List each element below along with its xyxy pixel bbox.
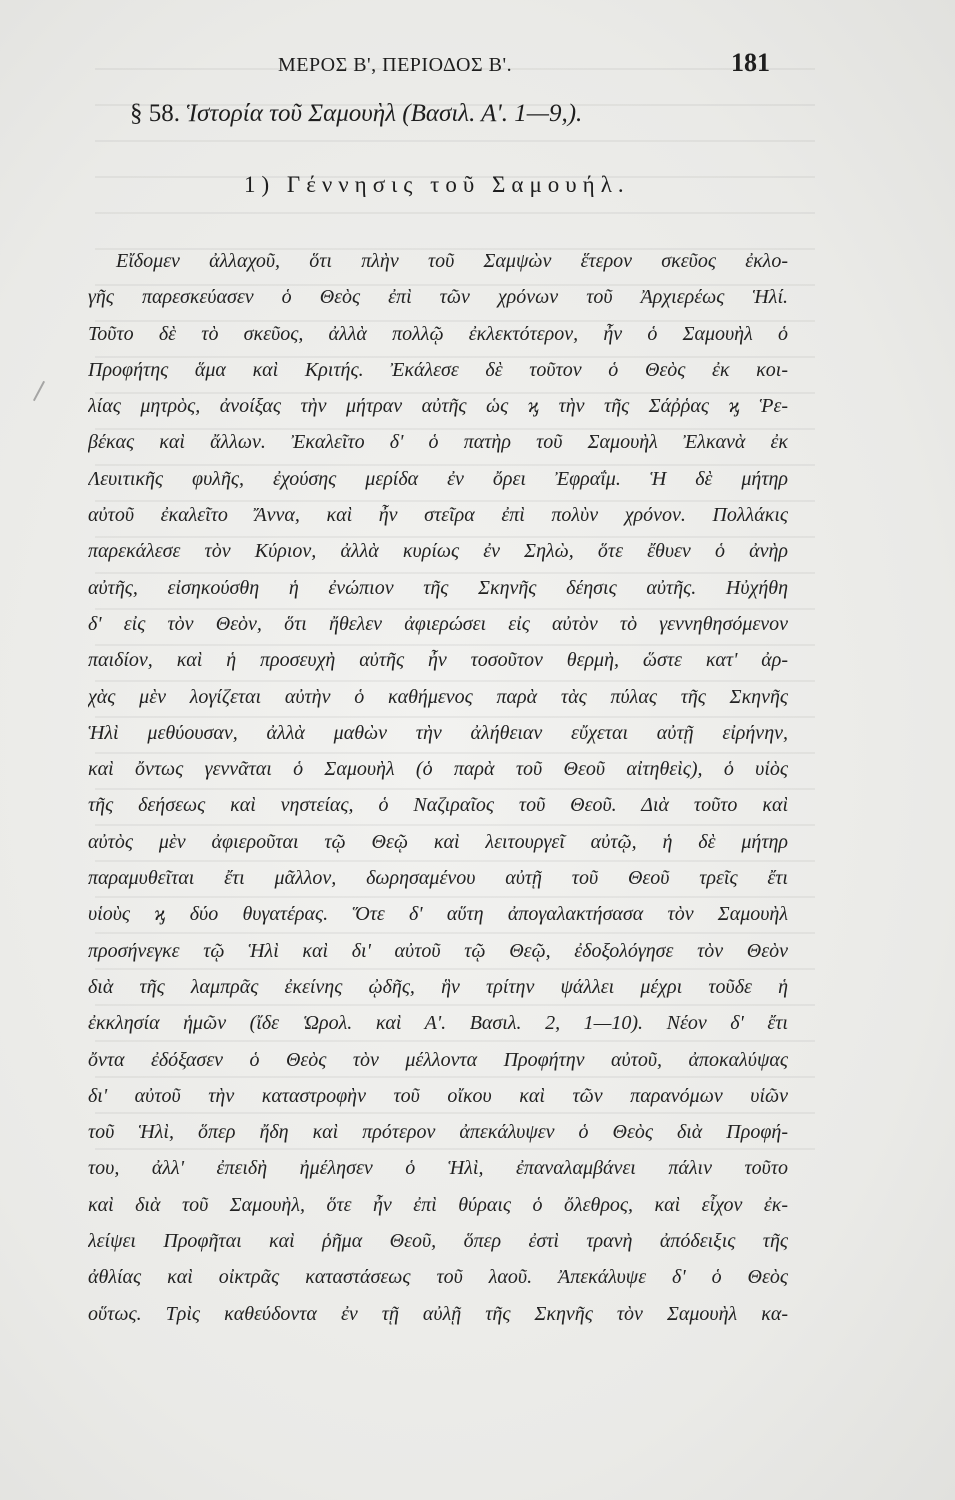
text-line: τοῦ Ἡλὶ, ὅπερ ἤδη καὶ πρότερον ἀπεκάλυψεν ὁ Θεὸς διὰ Προφή- (88, 1121, 788, 1144)
text-line: καὶ διὰ τοῦ Σαμουὴλ, ὅτε ἦν ἐπὶ θύραις ὁ ὄλεθρος, καὶ εἶχον ἐκ- (88, 1193, 788, 1216)
text-line: χὰς μὲν λογίζεται αὐτὴν ὁ καθήμενος παρὰ τὰς πύλας τῆς Σκηνῆς (88, 685, 788, 708)
text-line: παιδίον, καὶ ἡ προσευχὴ αὐτῆς ἦν τοσοῦτον θερμὴ, ὥστε κατ' ἀρ- (88, 649, 788, 672)
section-title (130, 100, 582, 128)
text-line: προσήνεγκε τῷ Ἡλὶ καὶ δι' αὐτοῦ τῷ Θεῷ, ἐδοξολόγησε τὸν Θεὸν (88, 939, 788, 962)
text-line: υἱοὺς ϗ δύο θυγατέρας. Ὅτε δ' αὕτη ἀπογαλακτήσασα τὸν Σαμουὴλ (88, 903, 788, 926)
section-number: § 58. (130, 100, 180, 127)
subheading: 1) Γέννησις τοῦ Σαμουήλ. (244, 172, 630, 197)
text-line: οὕτως. Τρὶς καθεύδοντα ἐν τῇ αὐλῇ τῆς Σκηνῆς τὸν Σαμουὴλ κα- (88, 1302, 788, 1325)
margin-pencil-mark (33, 381, 45, 401)
text-line: καὶ ὄντως γεννᾶται ὁ Σαμουὴλ (ὁ παρὰ τοῦ Θεοῦ αἰτηθεὶς), ὁ υἱὸς (88, 758, 788, 781)
body-paragraph (88, 243, 788, 1332)
text-line: δ' εἰς τὸν Θεὸν, ὅτι ἤθελεν ἀφιερώσει εἰς αὐτὸν τὸ γεννηθησόμενον (88, 612, 788, 635)
running-head: ΜΕΡΟΣ Β', ΠΕΡΙΟΔΟΣ Β'. (278, 54, 513, 76)
text-line: λίας μητρὸς, ἀνοίξας τὴν μήτραν αὐτῆς ὡς ϗ τὴν τῆς Σάῤῥας ϗ Ῥε- (88, 395, 788, 418)
page-number: 181 (731, 48, 770, 77)
section-reference: (Βασιλ. Α'. 1—9,). (402, 100, 583, 127)
text-line: αὐτὸς μὲν ἀφιεροῦται τῷ Θεῷ καὶ λειτουργεῖ αὐτῷ, ἡ δὲ μήτηρ (88, 830, 788, 853)
text-line: ὄντα ἐδόξασεν ὁ Θεὸς τὸν μέλλοντα Προφήτην αὐτοῦ, ἀποκαλύψας (88, 1048, 788, 1071)
text-line: Εἴδομεν ἀλλαχοῦ, ὅτι πλὴν τοῦ Σαμψὼν ἕτερον σκεῦος ἐκλο- (116, 250, 788, 272)
section-title-text: Ἱστορία τοῦ Σαμουὴλ (186, 100, 397, 127)
text-line: ἐκκλησία ἡμῶν (ἴδε Ὡρολ. καὶ Α'. Βασιλ. 2, 1—10). Νέον δ' ἔτι (88, 1012, 788, 1035)
text-line: παραμυθεῖται ἔτι μᾶλλον, δωρησαμένου αὐτῇ τοῦ Θεοῦ τρεῖς ἔτι (88, 867, 788, 890)
text-line: τῆς δεήσεως καὶ νηστείας, ὁ Ναζιραῖος τοῦ Θεοῦ. Διὰ τοῦτο καὶ (88, 794, 788, 817)
text-line: Ἡλὶ μεθύουσαν, ἀλλὰ μαθὼν τὴν ἀλήθειαν εὔχεται αὐτῇ εἰρήνην, (88, 721, 788, 744)
text-line: ἀθλίας καὶ οἰκτρᾶς καταστάσεως τοῦ λαοῦ. Ἀπεκάλυψε δ' ὁ Θεὸς (88, 1266, 788, 1289)
text-line: δι' αὐτοῦ τὴν καταστροφὴν τοῦ οἴκου καὶ τῶν παρανόμων υἱῶν (88, 1084, 788, 1107)
text-line: παρεκάλεσε τὸν Κύριον, ἀλλὰ κυρίως ἐν Σηλὼ, ὅτε ἔθυεν ὁ ἀνὴρ (88, 540, 788, 563)
text-line: αὐτῆς, εἰσηκούσθη ἡ ἐνώπιον τῆς Σκηνῆς δέησις αὐτῆς. Ηὐχήθη (88, 576, 788, 599)
page-header (88, 48, 770, 88)
text-line: βέκας καὶ ἄλλων. Ἐκαλεῖτο δ' ὁ πατὴρ τοῦ Σαμουὴλ Ἐλκανὰ ἐκ (88, 431, 788, 454)
text-line: γῆς παρεσκεύασεν ὁ Θεὸς ἐπὶ τῶν χρόνων τοῦ Ἀρχιερέως Ἡλί. (88, 286, 788, 309)
text-line: αὐτοῦ ἐκαλεῖτο Ἄννα, καὶ ἦν στεῖρα ἐπὶ πολὺν χρόνον. Πολλάκις (88, 504, 788, 527)
text-line: του, ἀλλ' ἐπειδὴ ἠμέλησεν ὁ Ἡλὶ, ἐπαναλαμβάνει πάλιν τοῦτο (88, 1157, 788, 1180)
text-line: Προφήτης ἅμα καὶ Κριτής. Ἐκάλεσε δὲ τοῦτον ὁ Θεὸς ἐκ κοι- (88, 358, 788, 381)
text-line: Λευιτικῆς φυλῆς, ἐχούσης μερίδα ἐν ὄρει Ἐφραΐμ. Ἡ δὲ μήτηρ (88, 467, 788, 490)
text-line: λείψει Προφῆται καὶ ῥῆμα Θεοῦ, ὅπερ ἐστὶ τρανὴ ἀπόδειξις τῆς (88, 1230, 788, 1253)
text-line: Τοῦτο δὲ τὸ σκεῦος, ἀλλὰ πολλῷ ἐκλεκτότερον, ἦν ὁ Σαμουὴλ ὁ (88, 322, 788, 345)
text-line: διὰ τῆς λαμπρᾶς ἐκείνης ᾠδῆς, ἣν τρίτην ψάλλει μέχρι τοῦδε ἡ (88, 975, 788, 998)
